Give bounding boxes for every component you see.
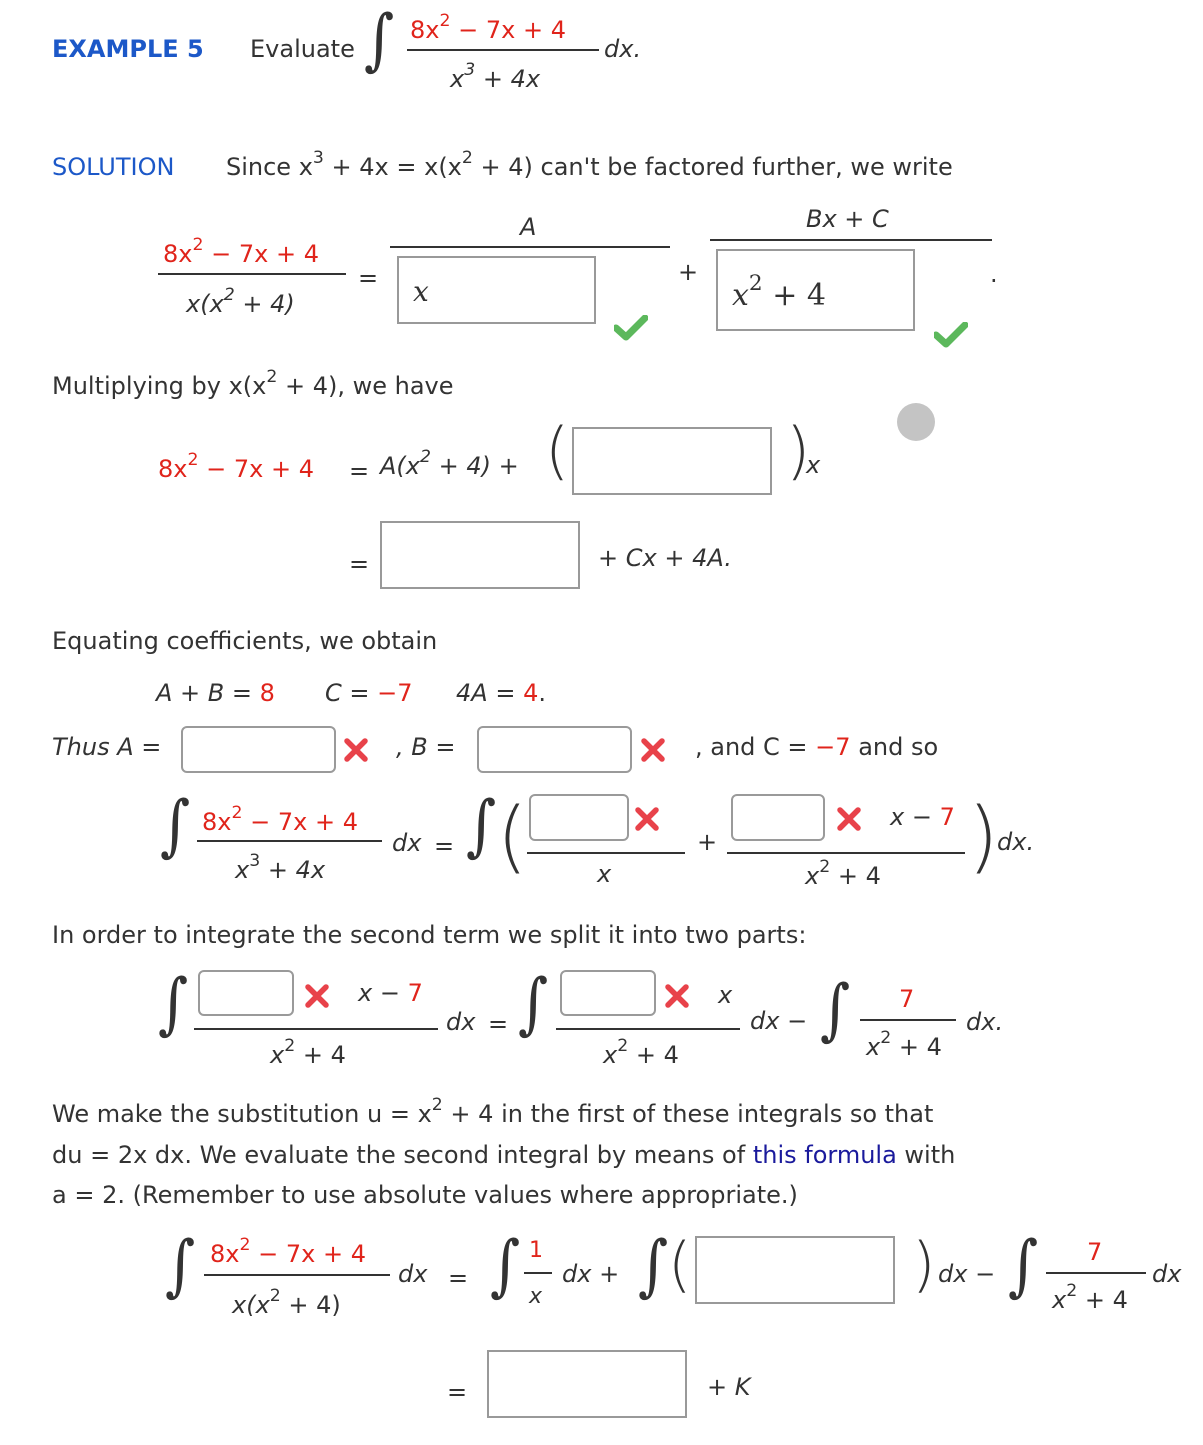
coef-eq2: C = −7 bbox=[325, 679, 413, 707]
integral-sign: ∫ bbox=[1008, 1225, 1039, 1305]
open-paren: ( bbox=[497, 792, 528, 882]
equals-sign: = bbox=[358, 264, 379, 292]
final-dx-end: dx bbox=[1152, 1260, 1182, 1288]
subst-line1: We make the substitution $u = x^2 + 4$ in the first of these integrals so that bbox=[52, 1094, 934, 1128]
fraction-bar bbox=[727, 852, 965, 854]
status-dot-icon bbox=[897, 403, 935, 441]
incorrect-x-icon bbox=[640, 737, 666, 763]
incorrect-x-icon bbox=[836, 806, 862, 832]
final-answer-input[interactable] bbox=[487, 1350, 687, 1418]
pf-denominator-b-value: $x^2 + 4$ bbox=[732, 270, 826, 313]
split-t3-num: 7 bbox=[899, 985, 915, 1013]
integral-sign: ∫ bbox=[490, 1225, 521, 1305]
fraction-bar bbox=[194, 1028, 438, 1030]
integral-sign: ∫ bbox=[466, 785, 497, 865]
split-dx-end: dx. bbox=[966, 1008, 1004, 1036]
close-paren: ) bbox=[786, 414, 811, 487]
equals-sign: = bbox=[447, 1378, 468, 1406]
check-icon bbox=[614, 315, 648, 341]
mult-rhs-a: $A(x^2 + 4)$ + bbox=[380, 446, 519, 480]
split-text: In order to integrate the second term we split it into two parts: bbox=[52, 921, 807, 949]
final-seven: 7 bbox=[1087, 1238, 1103, 1266]
thus-a-input[interactable] bbox=[181, 726, 336, 773]
int1-frac1-num-input[interactable] bbox=[529, 794, 629, 841]
split-t3-den: $x^2 + 4$ bbox=[866, 1027, 942, 1061]
fraction-bar bbox=[556, 1028, 740, 1030]
incorrect-x-icon bbox=[304, 983, 330, 1009]
pf-a-label: A bbox=[520, 213, 537, 241]
int1-frac2-rest: x − 7 bbox=[890, 803, 955, 831]
equals-sign: = bbox=[349, 550, 370, 578]
integral-sign: ∫ bbox=[158, 963, 189, 1043]
split-t2-den: $x^2 + 4$ bbox=[603, 1035, 679, 1069]
final-dx-minus: dx − bbox=[938, 1260, 996, 1288]
split-dx-minus: dx − bbox=[750, 1007, 808, 1035]
final-xden: x bbox=[529, 1284, 543, 1309]
fraction-bar bbox=[710, 239, 992, 241]
open-paren: ( bbox=[545, 414, 570, 487]
header-dx: dx. bbox=[604, 35, 642, 63]
integral-sign: ∫ bbox=[364, 0, 395, 79]
final-dx-plus: dx + bbox=[562, 1260, 620, 1288]
check-icon bbox=[934, 322, 968, 348]
fraction-bar bbox=[197, 840, 382, 842]
integral-sign: ∫ bbox=[518, 963, 549, 1043]
fraction-bar bbox=[204, 1274, 390, 1276]
pf-bxc-label: Bx + C bbox=[806, 205, 889, 233]
mult-b-coef-input[interactable] bbox=[572, 427, 772, 495]
equals-sign: = bbox=[434, 832, 455, 860]
split-t1-rest: x − 7 bbox=[358, 979, 423, 1007]
incorrect-x-icon bbox=[343, 737, 369, 763]
int1-numerator: $8x^2 - 7x + 4$ bbox=[202, 802, 358, 836]
fraction-bar bbox=[860, 1019, 956, 1021]
int1-dx: dx bbox=[392, 829, 422, 857]
final-dx: dx bbox=[398, 1260, 428, 1288]
int1-denominator: $x^3 + 4x$ bbox=[235, 850, 326, 884]
int1-frac2-b-input[interactable] bbox=[731, 794, 825, 841]
split-t2-b-input[interactable] bbox=[560, 970, 656, 1016]
pf-lhs-denominator: $x(x^2 + 4)$ bbox=[186, 284, 295, 318]
open-paren: ( bbox=[668, 1230, 692, 1300]
split-t2-rest: x bbox=[718, 981, 733, 1009]
coef-eq1: A + B = 8 bbox=[156, 679, 275, 707]
pf-denominator-a-input[interactable] bbox=[397, 256, 596, 324]
fraction-bar bbox=[527, 852, 685, 854]
plus-sign: + bbox=[697, 828, 718, 856]
thus-b-input[interactable] bbox=[477, 726, 632, 773]
fraction-bar bbox=[1046, 1272, 1146, 1274]
int1-frac2-den: $x^2 + 4$ bbox=[805, 856, 881, 890]
period: . bbox=[990, 260, 998, 288]
final-last-den: $x^2 + 4$ bbox=[1052, 1280, 1128, 1314]
int1-dx-end: dx. bbox=[997, 828, 1035, 856]
split-dx: dx bbox=[446, 1008, 476, 1036]
split-t1-b-input[interactable] bbox=[198, 970, 294, 1016]
fraction-bar bbox=[158, 273, 346, 275]
integral-sign: ∫ bbox=[160, 785, 191, 865]
mult-rest: + Cx + 4A. bbox=[598, 544, 732, 572]
formula-link[interactable]: this formula bbox=[752, 1141, 897, 1169]
integral-sign: ∫ bbox=[638, 1225, 669, 1305]
equals-sign: = bbox=[488, 1010, 509, 1038]
thus-c-text: , and C = −7 and so bbox=[695, 733, 939, 761]
coef-eq3: 4A = 4. bbox=[456, 679, 546, 707]
final-one: 1 bbox=[529, 1238, 543, 1263]
incorrect-x-icon bbox=[634, 806, 660, 832]
thus-b-label: , B = bbox=[396, 733, 456, 761]
incorrect-x-icon bbox=[664, 983, 690, 1009]
equals-sign: = bbox=[349, 457, 370, 485]
close-paren: ) bbox=[968, 792, 999, 882]
equals-sign: = bbox=[448, 1264, 469, 1292]
solution-label: SOLUTION bbox=[52, 153, 175, 181]
since-text: Since $x^3 + 4x = x(x^2 + 4)$ can't be factored further, we write bbox=[226, 147, 953, 181]
example-label: EXAMPLE 5 bbox=[52, 35, 204, 63]
thus-a-label: Thus A = bbox=[52, 733, 162, 761]
pf-denominator-b-input[interactable] bbox=[716, 249, 915, 331]
int1-frac1-den: x bbox=[597, 860, 612, 888]
integral-sign: ∫ bbox=[165, 1225, 196, 1305]
subst-line3: a = 2. (Remember to use absolute values where appropriate.) bbox=[52, 1181, 798, 1209]
plus-k: + K bbox=[707, 1373, 751, 1401]
mult-lhs: $8x^2 - 7x + 4$ bbox=[158, 449, 314, 483]
plus-sign: + bbox=[678, 258, 699, 286]
subst-line2: du = 2x dx. We evaluate the second integral by means of this formula with bbox=[52, 1141, 956, 1169]
final-numerator: $8x^2 - 7x + 4$ bbox=[210, 1234, 366, 1268]
fraction-bar bbox=[524, 1272, 552, 1274]
pf-denominator-a-value: x bbox=[413, 275, 429, 308]
evaluate-text: Evaluate bbox=[250, 35, 355, 63]
multiplying-text: Multiplying by $x(x^2 + 4)$, we have bbox=[52, 366, 454, 400]
fraction-bar bbox=[407, 49, 599, 51]
header-numerator: $8x^2 - 7x + 4$ bbox=[410, 10, 566, 44]
mult-x: x bbox=[806, 451, 821, 479]
split-t1-den: $x^2 + 4$ bbox=[270, 1035, 346, 1069]
pf-lhs-numerator: $8x^2 - 7x + 4$ bbox=[163, 234, 319, 268]
mult-x2-coef-input[interactable] bbox=[380, 521, 580, 589]
fraction-bar bbox=[390, 246, 670, 248]
equating-text: Equating coefficients, we obtain bbox=[52, 627, 438, 655]
final-integrand-input[interactable] bbox=[695, 1236, 895, 1304]
integral-sign: ∫ bbox=[820, 969, 851, 1049]
close-paren: ) bbox=[912, 1230, 936, 1300]
header-denominator: $x^3 + 4x$ bbox=[450, 59, 541, 93]
final-denominator: $x(x^2 + 4)$ bbox=[232, 1285, 341, 1319]
